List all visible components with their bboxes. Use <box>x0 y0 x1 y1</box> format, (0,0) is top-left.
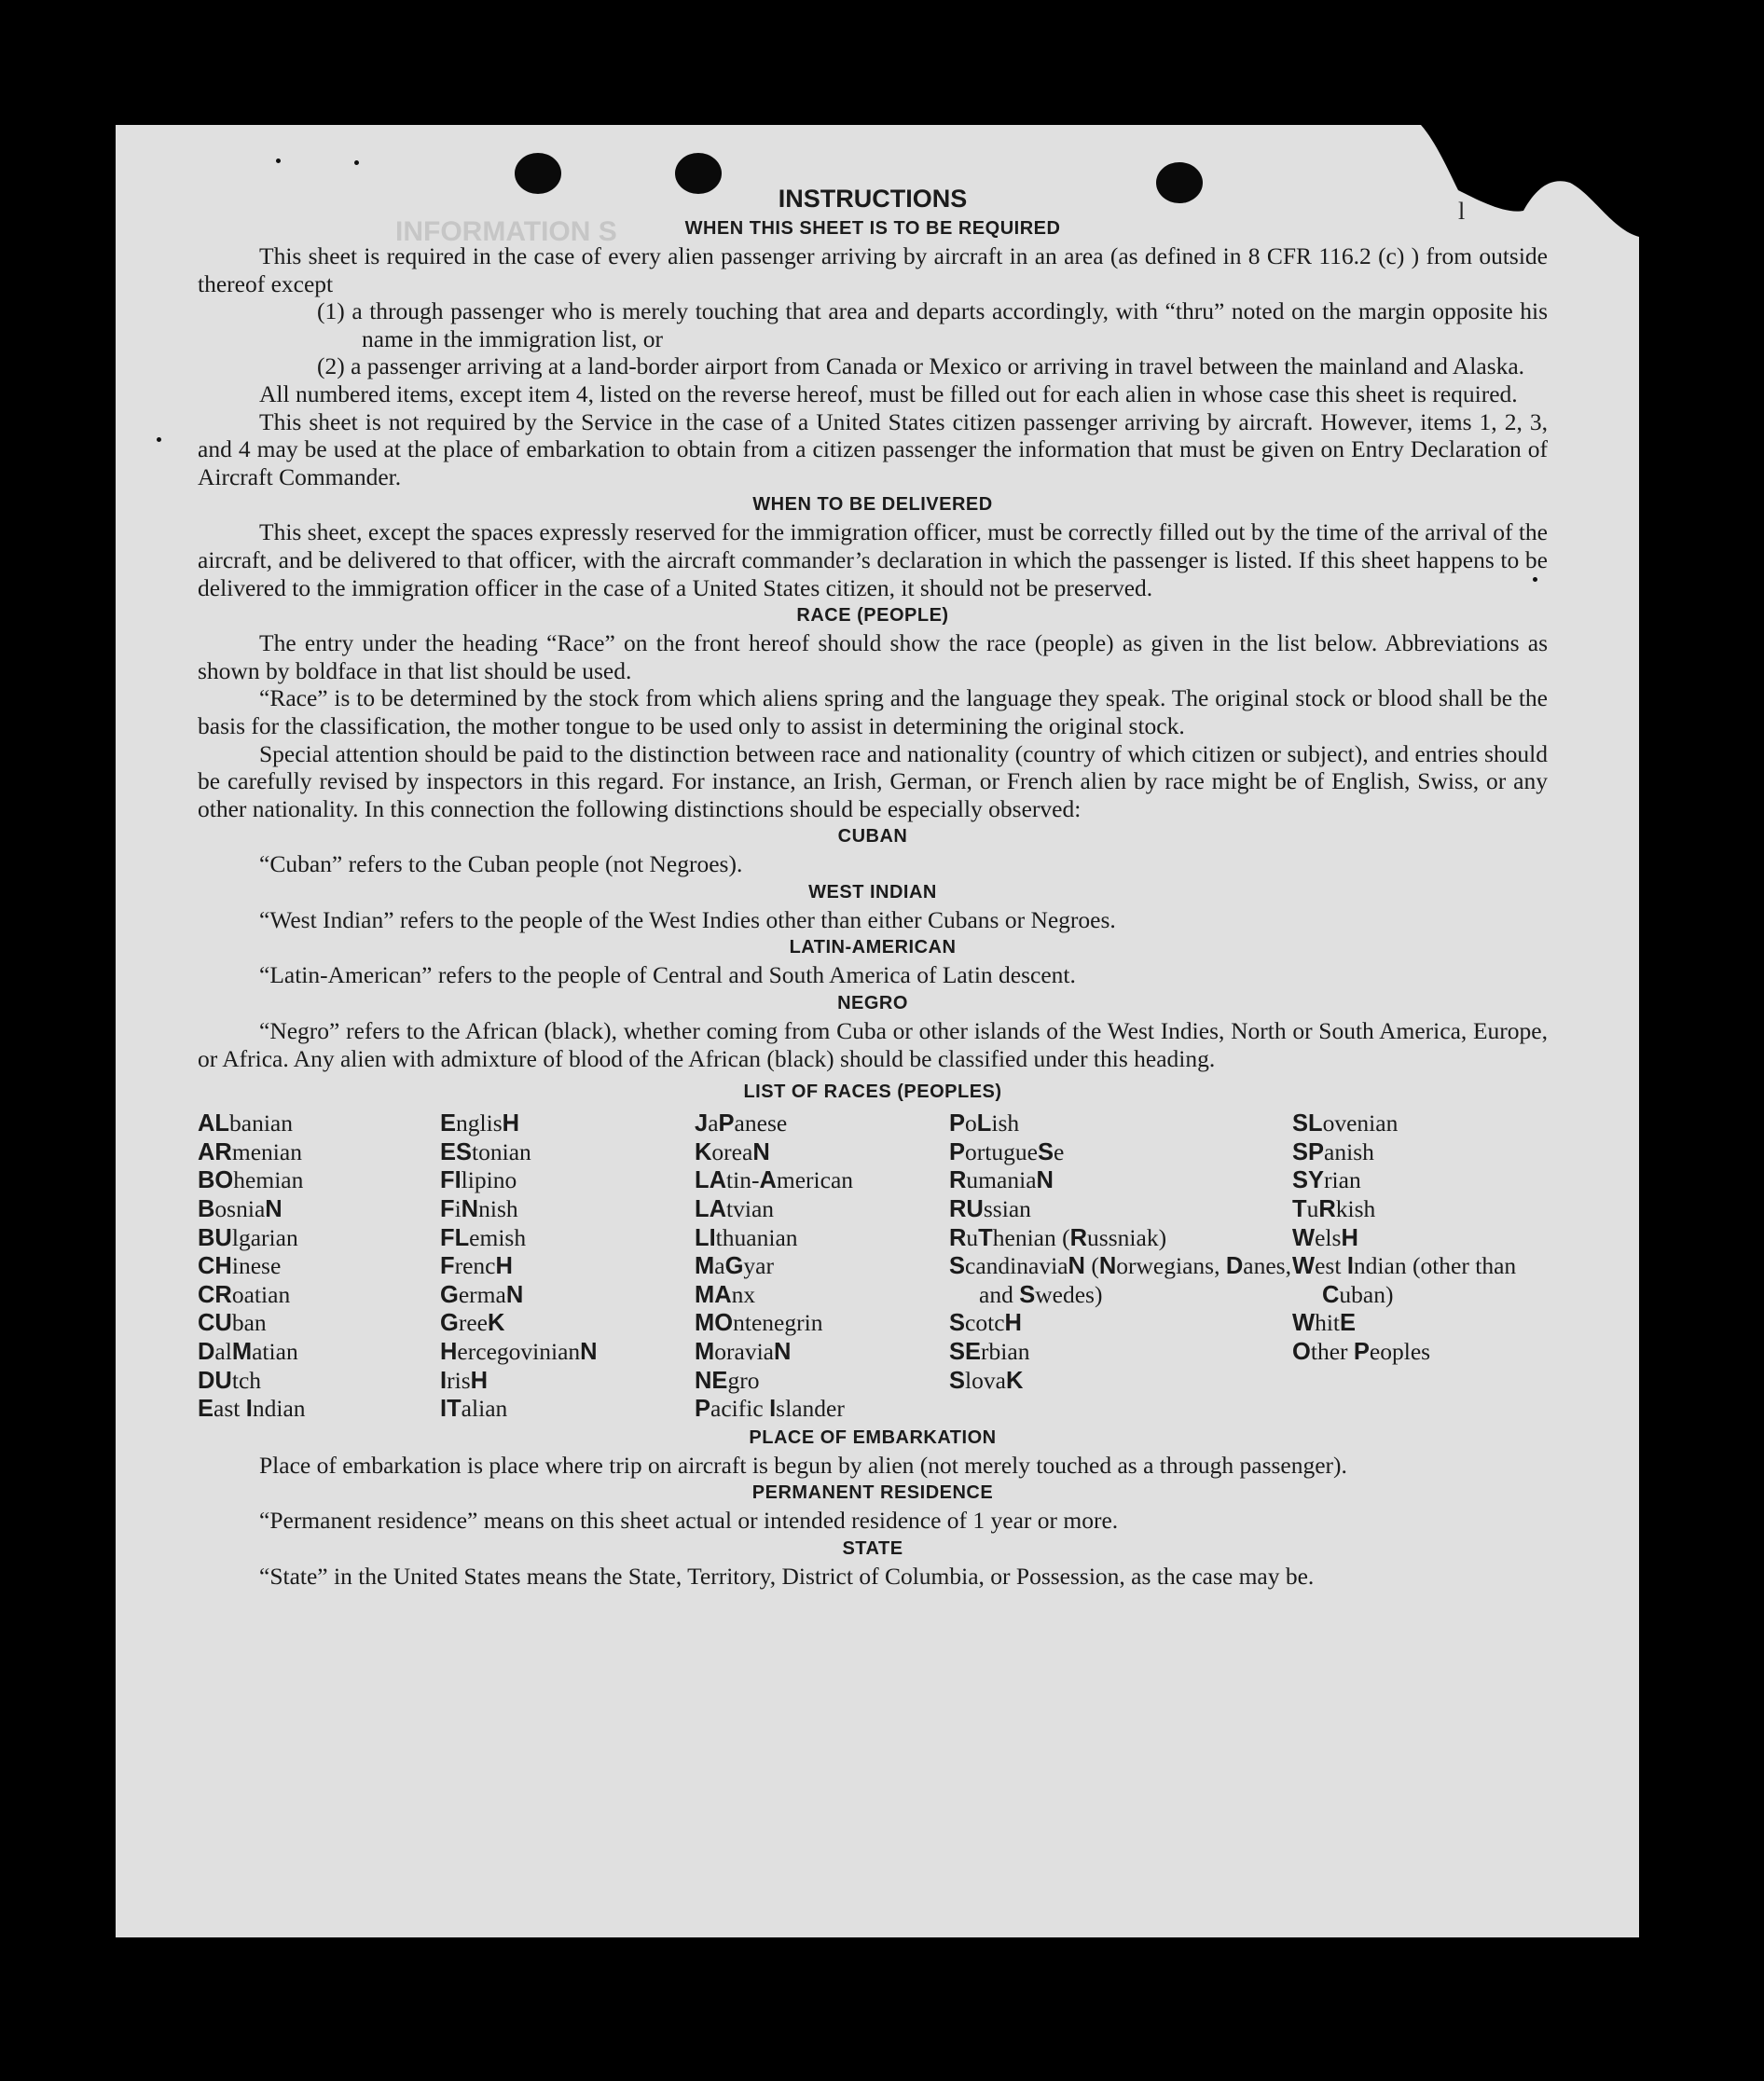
race-entry: SPanish <box>1292 1137 1374 1165</box>
race-entry: PortugueSe <box>949 1137 1065 1165</box>
race-entry: East Indian <box>198 1395 306 1423</box>
instructions-body <box>198 183 1548 1591</box>
paragraph: Place of embarkation is place where trip on aircraft is begun by alien (not merely touched as a through passenger). <box>259 1451 1347 1479</box>
section-heading: RACE (PEOPLE) <box>796 605 949 627</box>
page-title: INSTRUCTIONS <box>778 185 968 213</box>
paragraph: “Race” is to be determined by the stock from which aliens spring and the language they speak. The original stock or blood shall be the basis for the classification, the mother tongue to be used only to assist in determining the original stock. <box>198 684 1548 739</box>
race-entry: CUban <box>198 1309 267 1337</box>
ink-speck <box>157 437 161 442</box>
section-heading: LIST OF RACES (PEOPLES) <box>743 1082 1002 1103</box>
races-column <box>949 1109 1292 1424</box>
race-entry: PoLish <box>949 1109 1020 1137</box>
bleed-through-text: INFORMATION S <box>395 216 617 247</box>
race-entry: MaGyar <box>695 1252 774 1280</box>
section-heading: PLACE OF EMBARKATION <box>749 1426 997 1448</box>
paragraph: All numbered items, except item 4, listed on the reverse hereof, must be filled out for each alien in whose case this sheet is required. <box>259 379 1518 407</box>
race-entry: MoraviaN <box>695 1338 792 1365</box>
race-entry: EnglisH <box>440 1109 520 1137</box>
margin-mark: l <box>1458 198 1466 225</box>
race-entry: SYrian <box>1292 1166 1361 1194</box>
races-list <box>198 1109 1548 1424</box>
race-entry: IrisH <box>440 1366 489 1394</box>
ink-speck <box>354 160 359 165</box>
race-entry: SLovenian <box>1292 1109 1399 1137</box>
section-heading: LATIN-AMERICAN <box>789 937 957 958</box>
race-entry: ScotcH <box>949 1309 1022 1337</box>
race-entry: GreeK <box>440 1309 505 1337</box>
race-entry: SErbian <box>949 1338 1030 1365</box>
race-entry: Pacific Islander <box>695 1395 845 1423</box>
document-page <box>116 125 1639 1937</box>
race-entry: LAtvian <box>695 1195 775 1223</box>
race-entry: DUtch <box>198 1366 262 1394</box>
race-entry: West Indian (other than Cuban) <box>1292 1252 1517 1308</box>
race-entry: NEgro <box>695 1366 760 1394</box>
race-entry: ARmenian <box>198 1137 302 1165</box>
race-entry: FLemish <box>440 1223 527 1251</box>
paragraph: This sheet is required in the case of every alien passenger arriving by aircraft in an area (as defined in 8 CFR 116.2 (c) ) from outside thereof except <box>198 242 1548 297</box>
race-entry: MOntenegrin <box>695 1309 823 1337</box>
race-entry: DalMatian <box>198 1338 298 1365</box>
race-entry: FiNnish <box>440 1195 518 1223</box>
race-entry: BOhemian <box>198 1166 304 1194</box>
race-entry: RumaniaN <box>949 1166 1054 1194</box>
ink-speck <box>276 158 281 163</box>
race-entry: ScandinaviaN (Norwegians, Danes, and Swedes) <box>949 1252 1291 1308</box>
paragraph: “State” in the United States means the State, Territory, District of Columbia, or Possession, as the case may be. <box>259 1562 1315 1590</box>
paragraph: This sheet is not required by the Service in the case of a United States citizen passenger arriving by aircraft. However, items 1, 2, 3, and 4 may be used at the place of embarkation to obtain from a citizen passenger the information that must be given on Entry Declaration of Aircraft Commander. <box>198 407 1548 490</box>
race-entry: HercegovinianN <box>440 1338 598 1365</box>
race-entry: WhitE <box>1292 1309 1357 1337</box>
race-entry: GermaN <box>440 1280 524 1308</box>
paragraph: Special attention should be paid to the distinction between race and nationality (country of which citizen or subject), and entries should be carefully revised by inspectors in this regard. For instance, an Irish, German, or French alien by race might be of English, Swiss, or any other nationality. In this connection the following distinctions should be especially observed: <box>198 739 1548 822</box>
paragraph: “West Indian” refers to the people of the West Indies other than either Cubans or Negroes. <box>259 905 1116 933</box>
races-column <box>440 1109 695 1424</box>
race-entry: FrencH <box>440 1252 513 1280</box>
section-heading: WEST INDIAN <box>808 881 937 903</box>
paragraph: This sheet, except the spaces expressly reserved for the immigration officer, must be correctly filled out by the time of the arrival of the aircraft, and be delivered to that officer, with the aircraft commander’s declaration in which the passenger is listed. If this sheet happens to be delivered to the immigration officer in the case of a United States citizen, it should not be preserved. <box>198 518 1548 601</box>
race-entry: ALbanian <box>198 1109 293 1137</box>
race-entry: TuRkish <box>1292 1195 1376 1223</box>
races-column <box>695 1109 949 1424</box>
race-entry: JaPanese <box>695 1109 788 1137</box>
race-entry: LIthuanian <box>695 1223 798 1251</box>
race-entry: RUssian <box>949 1195 1031 1223</box>
races-column <box>198 1109 440 1424</box>
section-heading: CUBAN <box>837 826 908 848</box>
exception-item: (1) a through passenger who is merely touching that area and departs accordingly, with “thru” noted on the margin opposite his name in the immigration list, or <box>317 297 1548 352</box>
race-entry: RuThenian (Russniak) <box>949 1223 1167 1251</box>
paragraph: “Permanent residence” means on this sheet actual or intended residence of 1 year or more. <box>259 1507 1119 1535</box>
paragraph: “Cuban” refers to the Cuban people (not Negroes). <box>259 850 743 878</box>
section-heading: WHEN TO BE DELIVERED <box>752 494 993 516</box>
race-entry: LAtin-American <box>695 1166 854 1194</box>
race-entry: EStonian <box>440 1137 531 1165</box>
race-entry: ITalian <box>440 1395 508 1423</box>
race-entry: BUlgarian <box>198 1223 298 1251</box>
section-heading: NEGRO <box>837 993 908 1014</box>
race-entry: BosniaN <box>198 1195 283 1223</box>
race-entry: CRoatian <box>198 1280 291 1308</box>
race-entry: WelsH <box>1292 1223 1358 1251</box>
section-heading: STATE <box>842 1537 903 1559</box>
exception-item: (2) a passenger arriving at a land-border airport from Canada or Mexico or arriving in travel between the mainland and Alaska. <box>317 352 1525 380</box>
race-entry: KoreaN <box>695 1137 770 1165</box>
race-entry: CHinese <box>198 1252 282 1280</box>
section-heading: PERMANENT RESIDENCE <box>751 1482 994 1504</box>
race-entry: FIlipino <box>440 1166 517 1194</box>
section-heading: WHEN THIS SHEET IS TO BE REQUIRED <box>684 218 1061 239</box>
race-entry: Other Peoples <box>1292 1338 1431 1365</box>
paragraph: “Latin-American” refers to the people of Central and South America of Latin descent. <box>259 961 1076 989</box>
paragraph: The entry under the heading “Race” on the front hereof should show the race (people) as given in the list below. Abbreviations as shown by boldface in that list should be used. <box>198 629 1548 684</box>
race-entry: SlovaK <box>949 1366 1024 1394</box>
races-column <box>1292 1109 1548 1424</box>
paragraph: “Negro” refers to the African (black), whether coming from Cuba or other islands of the West Indies, North or South America, Europe, or Africa. Any alien with admixture of blood of the African (black) should be classified under this heading. <box>198 1017 1548 1072</box>
race-entry: MAnx <box>695 1280 756 1308</box>
